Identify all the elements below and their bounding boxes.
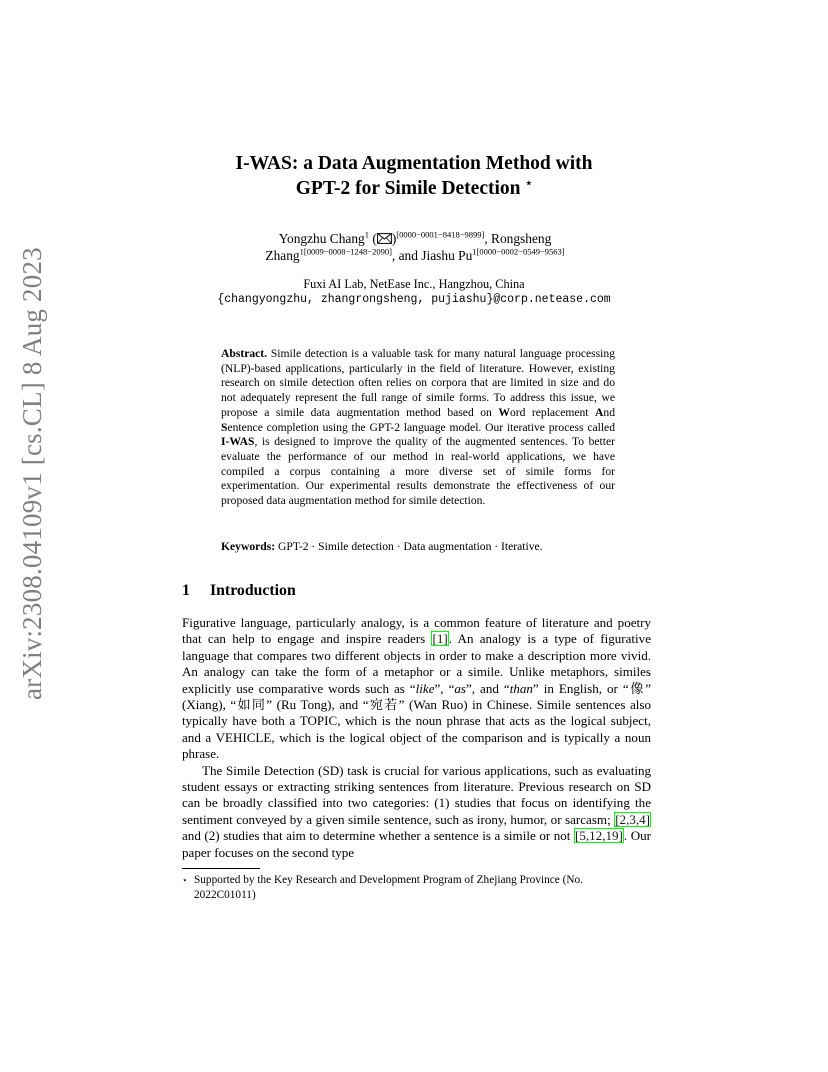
author-3-orcid: 1[0000−0002−0549−9563] (472, 246, 565, 257)
section-title: Introduction (210, 582, 296, 599)
p1-as: as (454, 680, 466, 696)
p1-than: than (509, 680, 533, 696)
section-number: 1 (182, 582, 190, 599)
envelope-icon (377, 233, 392, 244)
keywords-text: GPT-2 · Simile detection · Data augmentation · Iterative. (278, 540, 543, 553)
author-3-name: , and Jiashu Pu (391, 248, 473, 263)
paper-title (0, 151, 828, 201)
author-list: Yongzhu Chang$^1$ ( )[0000−0001−8418−9899], Rongsheng Zhang$^{1[0009-0008-1248-2090]}$, and Jiashu $Pu^{1[0000-0002-0549-9563]}$ (265, 229, 565, 263)
author-2-name-part2: Zhang (265, 248, 300, 263)
title-line-2-text: GPT-2 for Simile Detection (295, 178, 521, 199)
footnote-mark: ⋆ (182, 875, 188, 885)
keywords (221, 540, 621, 555)
p1-text-d: ”, and “ (465, 680, 510, 696)
abstract-text-1: Simile detection is a valuable task for many natural language processing (NLP)-based applications, particularly in the field of literature. However, existing research on simile detection often relies on corpora that are limited in size and do not adequately represent the full range of simile forms. To address this issue, we propose a simile data augmentation method based on (221, 347, 615, 419)
p2-text-c: . Our paper focuses on the second type (182, 828, 651, 860)
abstract-label: Abstract. (221, 347, 268, 360)
affiliation-line: Fuxi AI Lab, NetEase Inc., Hangzhou, China (303, 277, 525, 291)
arxiv-identifier-stamp: arXiv:2308.04109v1 [cs.CL] 8 Aug 2023 (17, 247, 47, 700)
author-emails: {changyongzhu, zhangrongsheng, pujiashu}@corp.netease.com (217, 293, 611, 306)
section-heading-introduction (182, 582, 296, 600)
abstract-ord: ord replacement (509, 405, 596, 419)
p1-text-a: Figurative language, particularly analogy, is a common feature of literature and poetry that can help to engage and inspire readers (182, 615, 651, 647)
title-footnote-star: ⋆ (525, 177, 533, 190)
abstract-iwas: I-WAS (221, 435, 255, 449)
abstract (221, 347, 615, 509)
abstract-text-2: , is designed to improve the quality of the augmented sentences. To better evaluate the performance of our method in real-world applications, we have compiled a corpus containing a more diverse set of simile forms for experimentation. Our experimental results demonstrate the effectiveness of our proposed data augmentation method for simile detection. (221, 435, 615, 508)
title-line-1: I-WAS: a Data Augmentation Method with (235, 153, 593, 174)
abstract-s: S (221, 420, 228, 434)
paragraph-1 (182, 615, 651, 763)
author-2-name-part1: , Rongsheng (484, 231, 552, 246)
p1-like: like (415, 680, 435, 696)
abstract-nd: nd (603, 405, 615, 419)
p2-text-b: and (2) studies that aim to determine whether a sentence is a simile or not (182, 828, 575, 844)
author-1-affil: 1 (364, 229, 369, 240)
abstract-entence: entence completion using the GPT-2 language model. Our iterative process called (227, 420, 615, 434)
p1-text-b: . An analogy is a type of figurative language that compares two different objects in order to make a description more vivid. An analogy can take the form of a metaphor or a simile. Unlike metaphors, similes explicitly use comparative words such as “ (182, 631, 651, 696)
p1-text-c: ”, “ (434, 680, 455, 696)
citation-link-1[interactable]: [1] (432, 631, 448, 647)
introduction-body (182, 615, 651, 861)
footnote (182, 873, 652, 902)
footnote-divider (182, 868, 260, 869)
author-1-name: Yongzhu Chang (278, 231, 365, 246)
title-line-2 (0, 176, 828, 201)
p2-text-a: The Simile Detection (SD) task is crucial for various applications, such as evaluating student essays or extracting striking sentences from literature. Previous research on SD can be broadly classified into two categories: (1) studies that focus on identifying the sentiment conveyed by a given simile sentence, such as irony, humor, or sarcasm; (182, 762, 651, 827)
footnote-text-1: Supported by the Key Research and Development Program of Zhejiang Province (No. (194, 874, 584, 886)
paragraph-2 (182, 763, 651, 861)
keywords-label: Keywords: (221, 540, 276, 553)
affiliation-block (0, 276, 828, 308)
footnote-line-2: 2022C01011) (194, 888, 256, 901)
citation-link-3[interactable]: [5,12,19] (575, 828, 623, 844)
author-1-orcid: [0000−0001−8418−9899] (396, 229, 485, 240)
footnote-line-1 (182, 873, 652, 888)
abstract-w: W (498, 405, 510, 419)
p1-text-e: ” in English, or “像” (Xiang), “如同” (Ru Tong), and “宛若” (Wan Ruo) in Chinese. Simile sentences also typically have both a TOPIC, which is the noun phrase that acts as the logical subject, and a VEHICLE, which is the logical object of the comparison and is typically a noun phrase. (182, 680, 651, 762)
citation-link-2[interactable]: [2,3,4] (615, 811, 650, 827)
abstract-a: A (595, 405, 604, 419)
author-2-orcid: 1[0009−0008−1248−2090] (299, 246, 392, 257)
